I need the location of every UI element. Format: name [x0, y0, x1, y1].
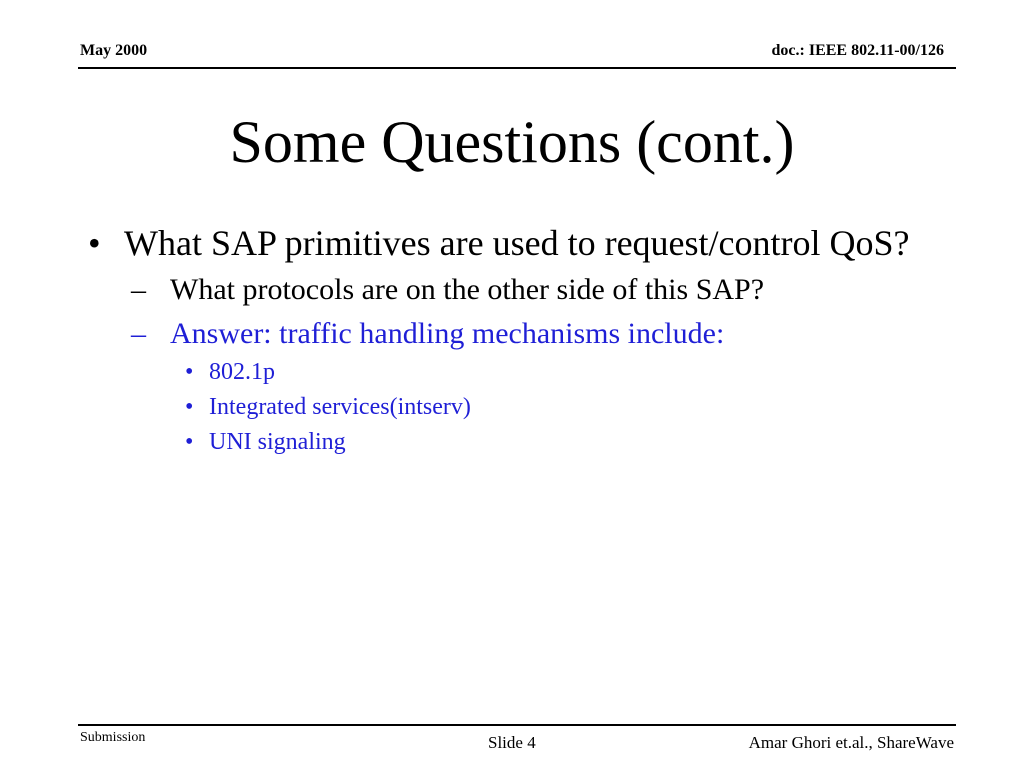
footer-author: Amar Ghori et.al., ShareWave [748, 733, 954, 752]
bullet-level1-text: What SAP primitives are used to request/control QoS? [124, 223, 910, 263]
bullet-level3-item [88, 357, 948, 387]
bullet-level3-text: Integrated services(intserv) [209, 394, 471, 420]
slide-title: Some Questions (cont.) [229, 109, 795, 175]
header-doc-id: doc.: IEEE 802.11-00/126 [771, 42, 944, 59]
bullet-level3-text: UNI signaling [209, 429, 346, 455]
footer-slide-number: Slide 4 [488, 733, 536, 752]
footer-divider [78, 724, 956, 726]
bullet-level3-item [88, 427, 948, 457]
bullet-level2-item [88, 272, 948, 308]
bullet-level3-item [88, 392, 948, 422]
dash-bullet-icon: – [131, 317, 146, 350]
bullet-level2-text: What protocols are on the other side of this SAP? [170, 273, 765, 306]
header-divider [78, 67, 956, 69]
bullet-dot-icon: • [185, 394, 194, 420]
bullet-dot-icon: • [88, 223, 101, 263]
bullet-level3-text: 802.1p [209, 359, 275, 385]
dash-bullet-icon: – [131, 273, 146, 306]
header-date: May 2000 [80, 42, 148, 59]
bullet-dot-icon: • [185, 359, 194, 385]
footer-submission: Submission [80, 730, 146, 745]
bullet-level2-item-answer [88, 316, 948, 352]
bullet-level1-item [88, 222, 948, 264]
slide-body [88, 222, 948, 457]
bullet-level2-text-answer: Answer: traffic handling mechanisms include: [170, 317, 725, 350]
bullet-dot-icon: • [185, 429, 194, 455]
